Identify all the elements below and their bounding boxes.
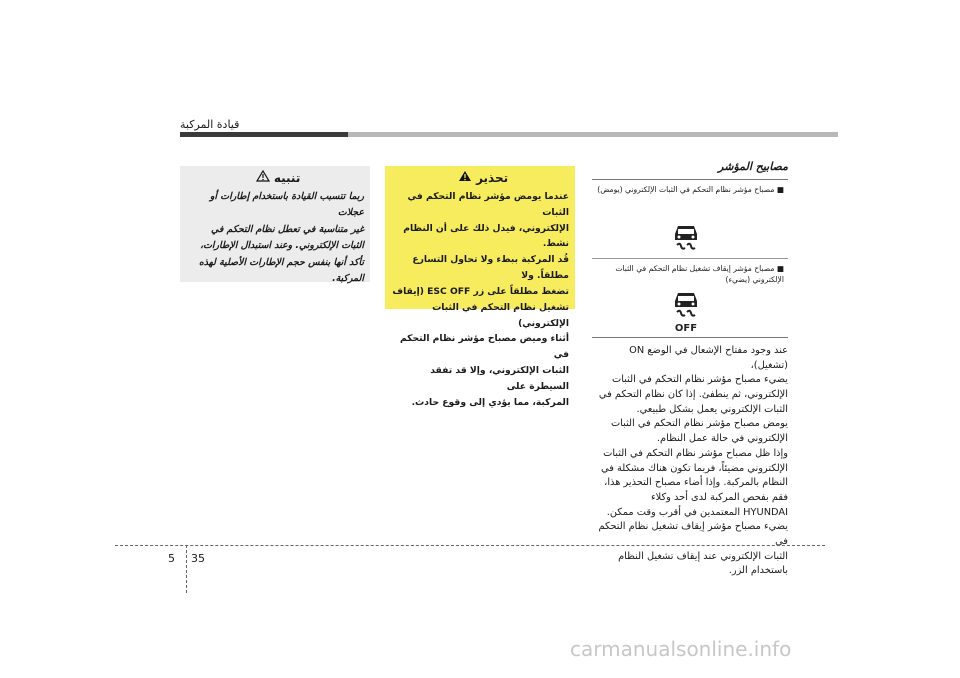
header-bar-light — [348, 132, 838, 137]
off-badge-label: OFF — [674, 323, 698, 334]
warning-line: الإلكتروني، فيدل ذلك على أن النظام نشط. — [403, 222, 569, 250]
section-title: مصابيح المؤشر — [718, 160, 788, 173]
body-line: HYUNDAI المعتمدين في أقرب وقت ممكن. — [606, 506, 788, 518]
indicator-section — [592, 160, 788, 579]
warning-triangle-icon — [256, 170, 270, 182]
notice-line: غير متناسبة في تعطل نظام التحكم في — [211, 223, 364, 235]
indicator-text: ■ مصباح مؤشر نظام التحكم في الثبات الإلكتروني (يومض) — [597, 185, 784, 194]
warning-line: المركبة، مما يؤدي إلى وقوع حادث. — [411, 396, 569, 408]
indicator-text: ■ مصباح مؤشر إيقاف تشغيل نظام التحكم في الثبات الإلكتروني (يضيء) — [615, 264, 784, 285]
header-bar-dark — [180, 132, 348, 137]
warning-line: قُد المركبة ببطء ولا تحاول التسارع مطلقاً. ولا — [412, 254, 569, 282]
body-line: الإلكتروني مضيئاً، فربما تكون هناك مشكلة في — [601, 462, 788, 474]
esc-indicator-icon — [672, 222, 700, 254]
body-line: يضيء مصباح مؤشر إيقاف تشغيل نظام التحكم في — [598, 521, 788, 547]
indicator-row-esc-off — [592, 258, 788, 337]
body-line: الثبات الإلكتروني عند إيقاف تشغيل النظام — [618, 550, 788, 562]
notice-title-row — [186, 170, 364, 185]
chapter-number: 5 — [168, 552, 175, 565]
body-line: باستخدام الزر. — [728, 565, 788, 577]
body-line: عند وجود مفتاح الإشعال في الوضع ON (تشغيل)، — [629, 345, 788, 371]
footer-divider — [115, 545, 825, 546]
body-line: فقم بفحص المركبة لدى أحد وكلاء — [651, 491, 788, 503]
body-text — [592, 344, 788, 579]
indicator-row-esc — [592, 180, 788, 258]
page-number: 35 — [191, 552, 205, 565]
warning-title-row — [391, 170, 569, 185]
notice-box — [180, 166, 370, 285]
warning-title: تحذير — [476, 171, 509, 185]
body-line: النظام بالمركبة. وإذا أضاء مصباح التحذير هذا، — [604, 477, 788, 489]
notice-line: تأكد أنها بنفس حجم الإطارات الأصلية لهذه — [198, 256, 364, 268]
notice-body — [186, 189, 364, 288]
body-line: وإذا ظل مصباح مؤشر نظام التحكم في الثبات — [603, 447, 788, 459]
warning-line: الثبات الإلكتروني، وإلا قد تفقد السيطرة على — [430, 365, 569, 392]
warning-line: تضغط مطلقاً على زر ESC OFF (إيقاف — [392, 285, 569, 297]
body-line: يومض مصباح مؤشر نظام التحكم في الثبات — [610, 418, 788, 430]
notice-title: تنبيه — [273, 171, 301, 185]
watermark: carmanualsonline.info — [570, 637, 792, 661]
warning-body — [391, 189, 569, 411]
body-line: الإلكتروني في حالة عمل النظام. — [656, 433, 788, 445]
body-line: يضيء مصباح مؤشر نظام التحكم في الثبات — [611, 374, 788, 386]
warning-line: عندما يومض مؤشر نظام التحكم في الثبات — [407, 191, 569, 218]
warning-line: أثناء وميض مصباح مؤشر نظام التحكم في — [399, 333, 569, 361]
body-line: الإلكتروني، ثم ينطفئ. إذا كان نظام التحكم في — [598, 389, 788, 401]
indicator-table — [592, 179, 788, 338]
body-line: الثبات الإلكتروني يعمل بشكل طبيعي. — [636, 403, 788, 415]
notice-line: ربما تتسبب القيادة باستخدام إطارات أو عجلات — [209, 191, 364, 219]
warning-line: تشغيل نظام التحكم في الثبات الإلكتروني) — [432, 301, 569, 329]
esc-off-indicator-icon — [672, 289, 700, 335]
notice-line: الثبات الإلكتروني. وعند استبدال الإطارات، — [200, 240, 364, 252]
notice-line: المركبة. — [332, 273, 364, 285]
warning-triangle-icon — [458, 170, 472, 182]
warning-box — [385, 166, 575, 408]
header-title: قيادة المركبة — [180, 118, 240, 131]
footer-vertical-divider — [186, 545, 187, 593]
